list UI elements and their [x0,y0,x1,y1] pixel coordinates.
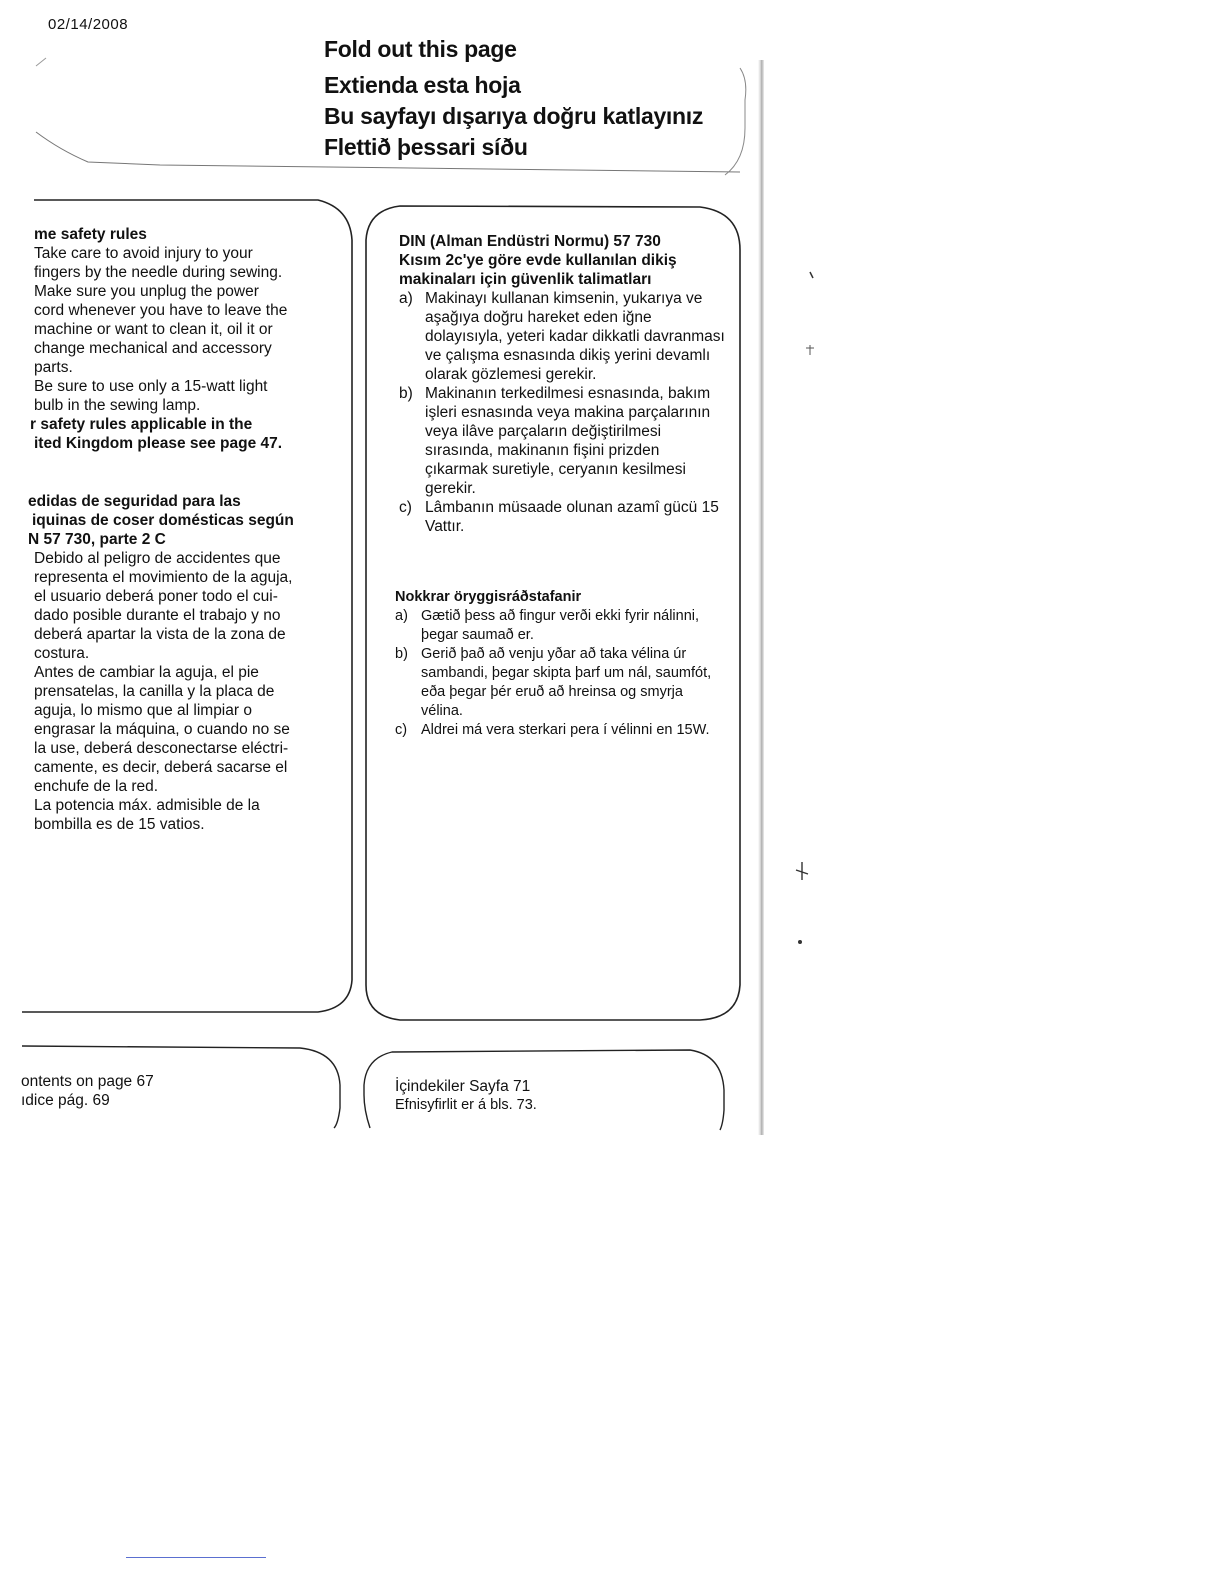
spanish-title-line: N 57 730, parte 2 C [28,531,166,548]
item-label: b) [395,646,408,662]
right-contents-section [395,1077,695,1115]
spanish-line: camente, es decir, deberá sacarse el [34,759,288,776]
scan-edge [758,60,764,1135]
contents-line: Efnisyfirlit er á bls. 73. [395,1097,537,1113]
turkish-safety-section [399,232,729,536]
item-text: Makinayı kullanan kimsenin, yukarıya ve aşağıya doğru hareket eden iğne dolayısıyla, yeteri kadar dikkatli davranması ve çalışma esnasında dikiş yerini devamlı olarak gözlemesi gerekir. [425,290,725,383]
turkish-title-line: makinaları için güvenlik talimatları [399,271,652,288]
icelandic-safety-section [395,588,725,740]
margin-mark-3 [796,862,808,880]
left-contents-section [21,1072,321,1110]
english-safety-line: fingers by the needle during sewing. [34,264,283,281]
icelandic-item [395,645,725,721]
item-text: Aldrei má vera sterkari pera í vélinni en 15W. [421,722,710,738]
icelandic-item [395,607,725,645]
fold-line-turkish: Bu sayfayı dışarıya doğru katlayınız [324,103,704,129]
contents-line: ıdice pág. 69 [21,1092,110,1109]
spanish-line: costura. [34,645,90,662]
item-text: Gætið þess að fingur verði ekki fyrir nálinni, þegar saumað er. [421,608,700,643]
english-safety-line: Make sure you unplug the power [34,283,259,300]
item-label: a) [395,608,408,624]
icelandic-title: Nokkrar öryggisráðstafanir [395,589,582,605]
english-safety-line: change mechanical and accessory [34,340,272,357]
spanish-line: la use, deberá desconectarse eléctri- [34,740,289,757]
uk-note-line: r safety rules applicable in the [30,416,253,433]
turkish-item [399,384,729,498]
margin-mark-1 [810,272,813,278]
spanish-title-line: iquinas de coser domésticas según [32,512,294,529]
english-safety-line: Be sure to use only a 15-watt light [34,378,268,395]
contents-line: ontents on page 67 [21,1073,154,1090]
spanish-line: deberá apartar la vista de la zona de [34,626,286,643]
spanish-safety-section [28,492,344,834]
item-text: Gerið það að venju yðar að taka vélina úr sambandi, þegar skipta þarf um nál, saumfót, eða þegar þér eruð að hreinsa og smyrja vélina. [421,646,712,719]
fold-line-spanish: Extienda esta hoja [324,72,521,98]
spanish-line: Antes de cambiar la aguja, el pie [34,664,259,681]
print-date: 02/14/2008 [48,16,129,33]
item-text: Makinanın terkedilmesi esnasında, bakım işleri esnasında veya makina parçalarının veya ilâve parçaların değiştirilmesi sırasında, makinanın fişini prizden çıkarmak suretiyle, ceryanın kesilmesi gerekir. [425,385,711,497]
english-safety-line: Take care to avoid injury to your [34,245,253,262]
english-safety-line: bulb in the sewing lamp. [34,397,201,414]
margin-mark-4 [798,940,802,944]
spanish-line: representa el movimiento de la aguja, [34,569,293,586]
spanish-line: La potencia máx. admisible de la [34,797,260,814]
bottom-rule [126,1557,266,1558]
spanish-line: bombilla es de 15 vatios. [34,816,205,833]
margin-mark-2 [806,345,814,355]
icelandic-item [395,721,725,740]
english-safety-line: cord whenever you have to leave the [34,302,288,319]
fold-line-english: Fold out this page [324,36,517,62]
item-text: Lâmbanın müsaade olunan azamî gücü 15 Vattır. [425,499,719,535]
item-label: c) [395,722,408,738]
uk-note-line: ited Kingdom please see page 47. [34,435,283,452]
turkish-item [399,289,729,384]
contents-line: İçindekiler Sayfa 71 [395,1078,531,1095]
spanish-line: engrasar la máquina, o cuando no se [34,721,290,738]
english-safety-line: machine or want to clean it, oil it or [34,321,273,338]
fold-out-heading [324,36,754,170]
spanish-line: dado posible durante el trabajo y no [34,607,281,624]
spanish-line: Debido al peligro de accidentes que [34,550,281,567]
english-safety-section [30,225,344,453]
fold-tick [36,58,46,66]
item-label: c) [399,499,412,516]
spanish-line: aguja, lo mismo que al limpiar o [34,702,252,719]
turkish-title-line: Kısım 2c'ye göre evde kullanılan dikiş [399,252,677,269]
item-label: a) [399,290,413,307]
english-safety-title: me safety rules [34,226,147,243]
item-label: b) [399,385,413,402]
spanish-line: prensatelas, la canilla y la placa de [34,683,275,700]
turkish-item [399,498,729,536]
english-safety-line: parts. [34,359,73,376]
spanish-title-line: edidas de seguridad para las [28,493,241,510]
spanish-line: el usuario deberá poner todo el cui- [34,588,278,605]
turkish-title-line: DIN (Alman Endüstri Normu) 57 730 [399,233,661,250]
fold-line-icelandic: Flettið þessari síðu [324,134,528,160]
spanish-line: enchufe de la red. [34,778,159,795]
